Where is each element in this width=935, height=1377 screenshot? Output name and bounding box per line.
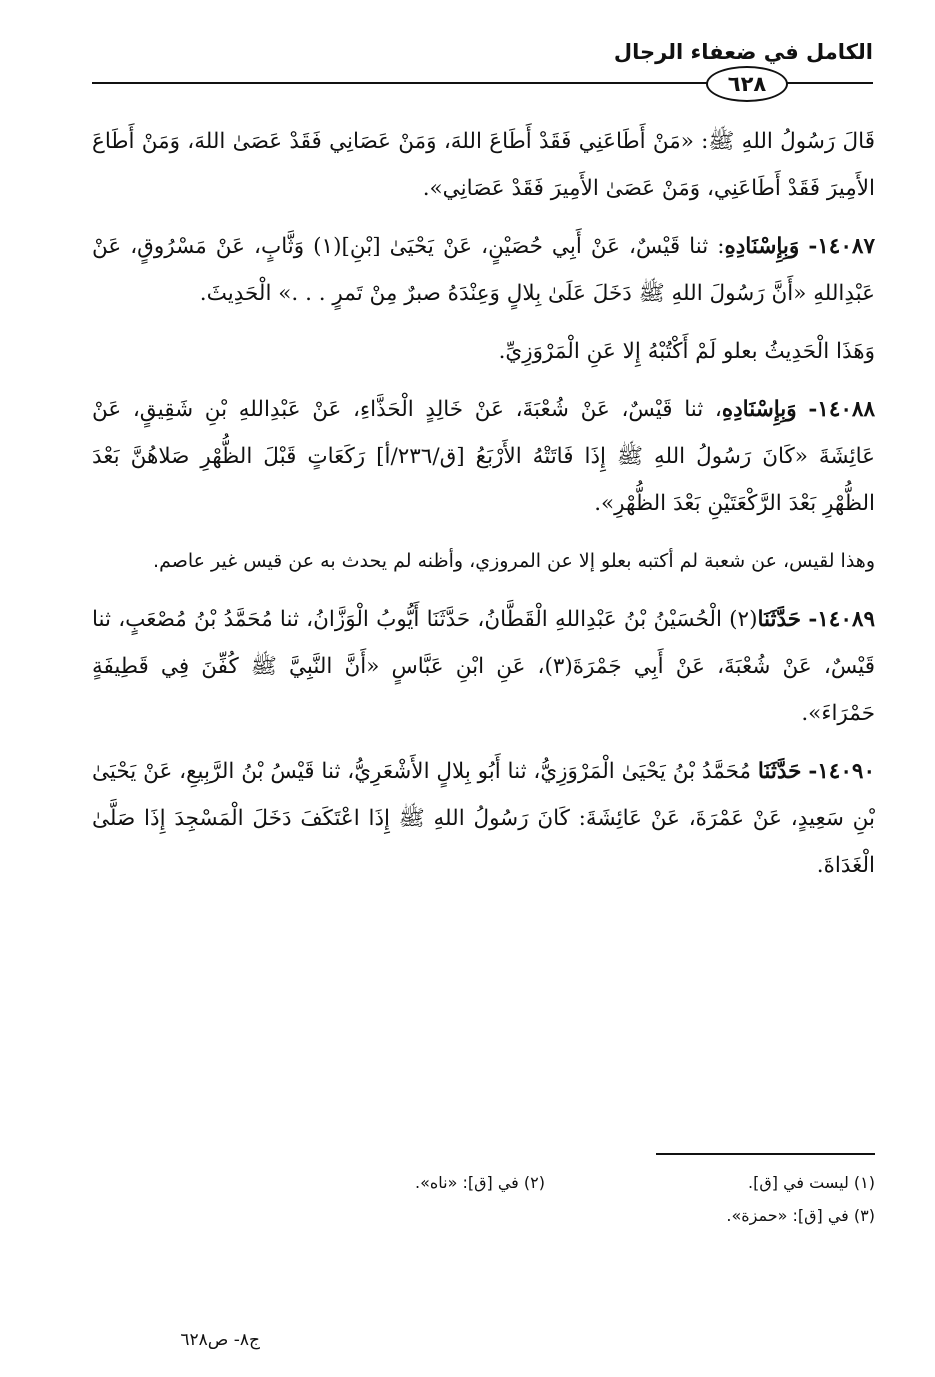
footnote-3: (٣) في [ق]: «حمزة». [726, 1206, 875, 1225]
hadith-lead: وَبِإِسْنَادِهِ [724, 234, 800, 259]
paragraph-text: وَهَذَا الْحَدِيثُ بعلو لَمْ أَكْتُبْهُ إِلا عَنِ الْمَرْوَزِيِّ. [498, 339, 875, 364]
hadith-number: ١٤٠٨٩- [808, 607, 875, 632]
paragraph-text: (٢) الْحُسَيْنُ بْنُ عَبْدِاللهِ الْقَطَّانُ، حَدَّثَنَا أَيُّوبُ الْوَزَّانُ، ثنا مُحَمَّدُ بْنُ مُصْعَبٍ، ثنا قَيْسٌ، عَنْ شُعْبَةَ، عَنْ أَبِي جَمْرَةَ(٣)، عَنِ ابْنِ عَبَّاسٍ «أَنَّ النَّبِيَّ ﷺ كُفِّنَ فِي قَطِيفَةٍ حَمْرَاءَ». [92, 607, 875, 726]
paragraph-hadith-14087 [92, 223, 875, 317]
paragraph-text: وهذا لقيس، عن شعبة لم أكتبه بعلو إلا عن المروزي، وأظنه لم يحدث به عن قيس غير عاصم. [153, 550, 875, 572]
paragraph-hadith-continuation [92, 118, 875, 212]
footnote-2: (٢) في [ق]: «ناه». [415, 1173, 545, 1192]
footnote-row [92, 1199, 875, 1232]
volume-page-marker: ج٨- ص٦٢٨ [180, 1330, 260, 1350]
hadith-lead: حَدَّثَنَا [757, 607, 802, 632]
page-number-badge: ٦٢٨ [706, 66, 788, 102]
hadith-lead: حَدَّثَنَا [757, 759, 802, 784]
footnote-row [92, 1166, 875, 1199]
paragraph-text: قَالَ رَسُولُ اللهِ ﷺ: «مَنْ أَطَاعَنِي فَقَدْ أَطَاعَ اللهَ، وَمَنْ عَصَانِي فَقَدْ عَصَىٰ اللهَ، وَمَنْ أَطَاعَ الأَمِيرَ فَقَدْ أَطَاعَنِي، وَمَنْ عَصَىٰ الأَمِيرَ فَقَدْ عَصَانِي». [92, 129, 875, 201]
footnote-rule [656, 1153, 875, 1155]
paragraph-hadith-14090 [92, 748, 875, 889]
paragraph-text: : ثنا قَيْسٌ، عَنْ أَبِي حُصَيْنٍ، عَنْ يَحْيَىٰ [بْنِ](١) وَثَّابٍ، عَنْ مَسْرُوقٍ، عَنْ عَبْدِاللهِ «أَنَّ رَسُولَ اللهِ ﷺ دَخَلَ عَلَىٰ بِلالٍ وَعِنْدَهُ صبرٌ مِنْ تَمرٍ . . .» الْحَدِيثَ. [92, 234, 875, 306]
paragraph-comment-1 [92, 328, 875, 375]
hadith-number: ١٤٠٩٠- [808, 759, 875, 784]
hadith-number: ١٤٠٨٧- [808, 234, 875, 259]
running-header-title: الكامل في ضعفاء الرجال [613, 40, 873, 64]
hadith-lead: وَبِإِسْنَادِهِ [721, 397, 797, 422]
paragraph-text: مُحَمَّدُ بْنُ يَحْيَىٰ الْمَرْوَزِيُّ، ثنا أَبُو بِلالٍ الأَشْعَرِيُّ، ثنا قَيْسُ بْنُ الرَّبِيعِ، عَنْ يَحْيَىٰ بْنِ سَعِيدٍ، عَنْ عَمْرَةَ، عَنْ عَائِشَةَ: كَانَ رَسُولُ اللهِ ﷺ إِذَا اعْتَكَفَ دَخَلَ الْمَسْجِدَ إِذَا صَلَّىٰ الْغَدَاةَ. [92, 759, 875, 878]
paragraph-text: ، ثنا قَيْسٌ، عَنْ شُعْبَةَ، عَنْ خَالِدٍ الْحَذَّاءِ، عَنْ عَبْدِاللهِ بْنِ شَقِيقٍ، عَنْ عَائِشَةَ «كَانَ رَسُولُ اللهِ ﷺ إِذَا فَاتَتْهُ الأَرْبَعُ [ق/٢٣٦/أ] رَكَعَاتٍ قَبْلَ الظُّهْرِ صَلاهُنَّ بَعْدَ الظُّهْرِ بَعْدَ الرَّكْعَتَيْنِ بَعْدَ الظُّهْرِ». [92, 397, 875, 516]
footnotes [92, 1166, 875, 1232]
paragraph-hadith-14088 [92, 386, 875, 527]
footnote-1: (١) ليست في [ق]. [748, 1173, 875, 1192]
main-text [92, 118, 875, 900]
hadith-number: ١٤٠٨٨- [808, 397, 876, 422]
paragraph-comment-2 [92, 538, 875, 585]
paragraph-hadith-14089 [92, 596, 875, 737]
